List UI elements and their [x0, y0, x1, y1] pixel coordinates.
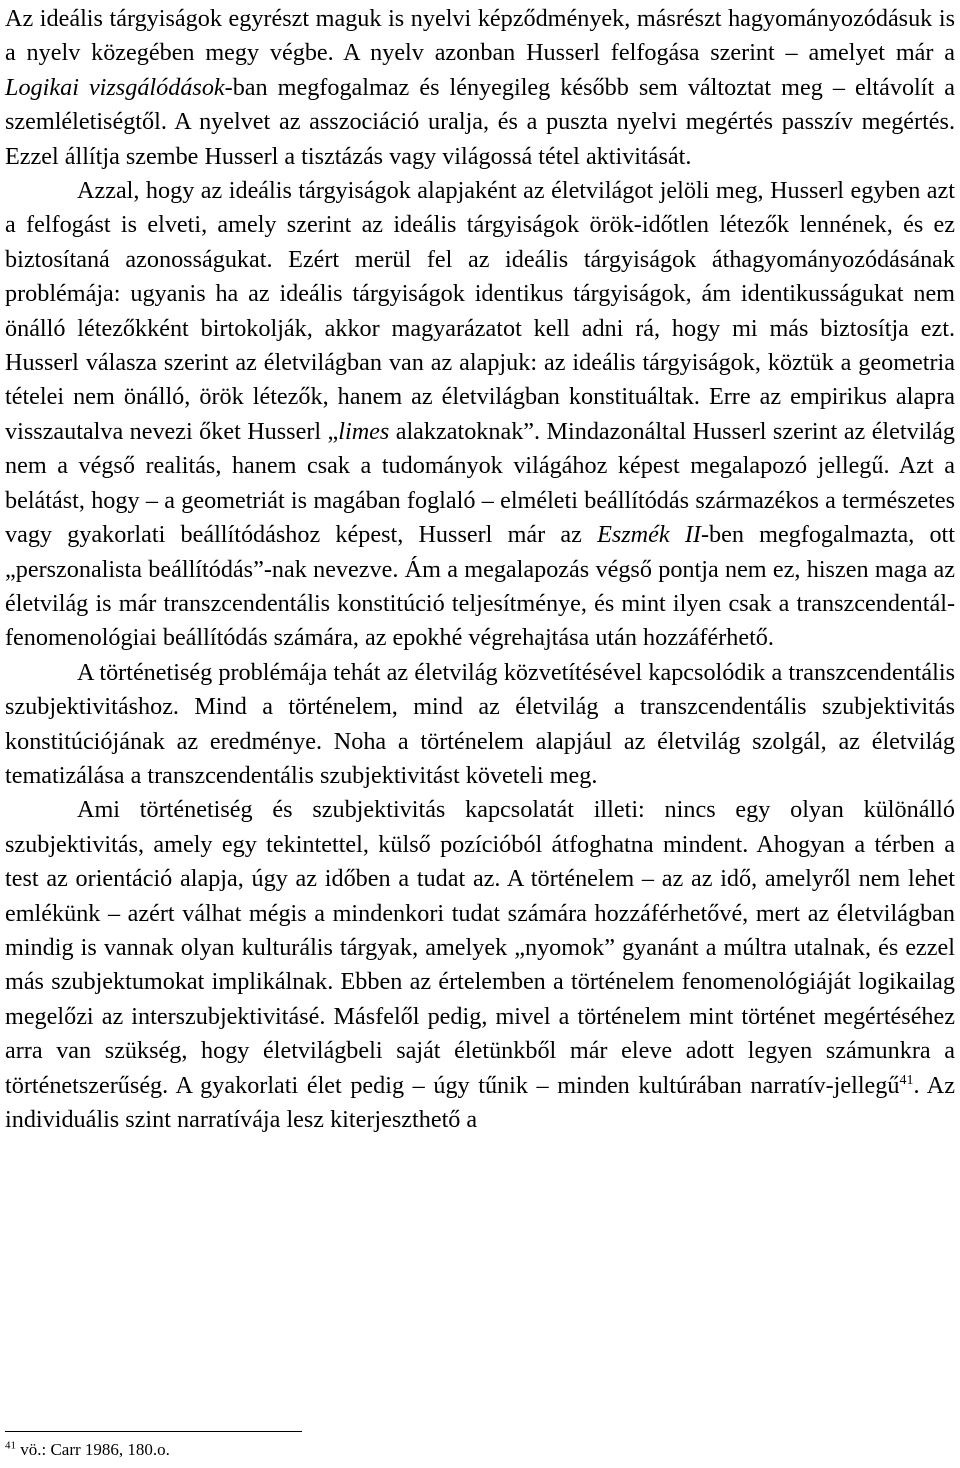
- footnote: [5, 1437, 170, 1463]
- paragraph-3-text: A történetiség problémája tehát az életvilág közvetítésével kapcsolódik a transzcendentális szubjektivitáshoz. Mind a történelem, mind az életvilág a transzcendentális szubjektivitás konstitúciójának az eredménye. Noha a történelem alapjául az életvilág szolgál, az életvilág tematizálása a transzcendentális szubjektivitást követeli meg.: [5, 658, 955, 789]
- paragraph-1-text: -ban megfogalmaz és lényegileg később sem változtat meg – eltávolít a szemléletiségtől. A nyelvet az asszociáció uralja, és a puszta nyelvi megértés passzív megértés. Ezzel állítja szembe Husserl a tisztázás vagy világossá tétel aktivitását.: [5, 73, 955, 170]
- footnote-reference[interactable]: 41: [899, 1072, 914, 1088]
- paragraph-2-text: Azzal, hogy az ideális tárgyiságok alapjaként az életvilágot jelöli meg, Husserl egyben azt a felfogást is elveti, amely szerint az ideális tárgyiságok örök-időtlen létezők lennének, és ez biztosítaná azonosságukat. Ezért merül fel az ideális tárgyiságok áthagyományozódásának problémája: ugyanis ha az ideális tárgyiságok identikus tárgyiságok, ám identikusságukat nem önálló létezőkként birtokolják, akkor magyarázatot kell adni rá, hogy mi más biztosítja ezt. Husserl válasza szerint az életvilágban van az alapjuk: az ideális tárgyiságok, köztük a geometria tételei nem önálló, örök létezők, hanem az életvilágban konstituáltak. Erre az empirikus alapra visszautalva nevezi őket Husserl „: [5, 177, 955, 445]
- book-title-logikai-vizsgalodasok: Logikai vizsgálódások: [5, 73, 225, 101]
- paragraph-2-text: alakzatoknak”. Mindazonáltal Husserl szerint az életvilág nem a végső realitás, hanem csak a tudományok világához képest megalapozó jellegű. Azt a belátást, hogy – a geometriát is magában foglaló – elméleti beállítódás származékos a természetes vagy gyakorlati beállítódáshoz képest, Husserl már az: [5, 417, 955, 549]
- paragraph-1-text: Az ideális tárgyiságok egyrészt maguk is nyelvi képződmények, másrészt hagyományozódásuk is a nyelv közegében megy végbe. A nyelv azonban Husserl felfogása szerint – amelyet már a: [5, 5, 955, 67]
- paragraph-2: [5, 174, 955, 656]
- paragraph-4-text: Ami történetiség és szubjektivitás kapcsolatát illeti: nincs egy olyan különálló szubjektivitás, amely egy tekintettel, külső pozícióból átfoghatna mindent. Ahogyan a térben a test az orientáció alapja, úgy az időben a tudat az. A történelem – az az idő, amelyről nem lehet emlékünk – azért válhat mégis a mindenkori tudat számára hozzáférhetővé, mert az életvilágban mindig is vannak olyan kulturális tárgyak, amelyek „nyomok” gyanánt a múltra utalnak, és ezzel más szubjektumokat implikálnak. Ebben az értelemben a történelem fenomenológiáját logikailag megelőzi az interszubjektivitásé. Másfelől pedig, mivel a történelem mint történet megértéséhez arra van szükség, hogy életvilágbeli saját életünkből már eleve adott legyen számunkra a történetszerűség. A gyakorlati élet pedig – úgy tűnik – minden kultúrában narratív-jellegű: [5, 796, 955, 1099]
- footnote-text: vö.: Carr 1986, 180.o.: [16, 1440, 170, 1459]
- footnote-number: 41: [5, 1439, 16, 1452]
- book-title-eszmek-ii: Eszmék II: [597, 521, 701, 549]
- paragraph-3: [5, 656, 955, 794]
- term-limes: limes: [338, 417, 390, 445]
- paragraph-2-text: -ben megfogalmazta, ott „perszonalista beállítódás”-nak nevezve. Ám a megalapozás végső pontja nem ez, hiszen maga az életvilág is már transzcendentális konstitúció teljesítménye, és mint ilyen csak a transzcendentál-fenomenológiai beállítódás számára, az epokhé végrehajtása után hozzáférhető.: [5, 521, 955, 652]
- body-text: [5, 2, 955, 1137]
- paragraph-1: [5, 2, 955, 174]
- paragraph-4-text: . Az individuális szint narratívája lesz kiterjeszthető a: [5, 1071, 955, 1133]
- document-page: [5, 0, 955, 1137]
- paragraph-4: [5, 793, 955, 1137]
- footnote-separator: [5, 1431, 302, 1432]
